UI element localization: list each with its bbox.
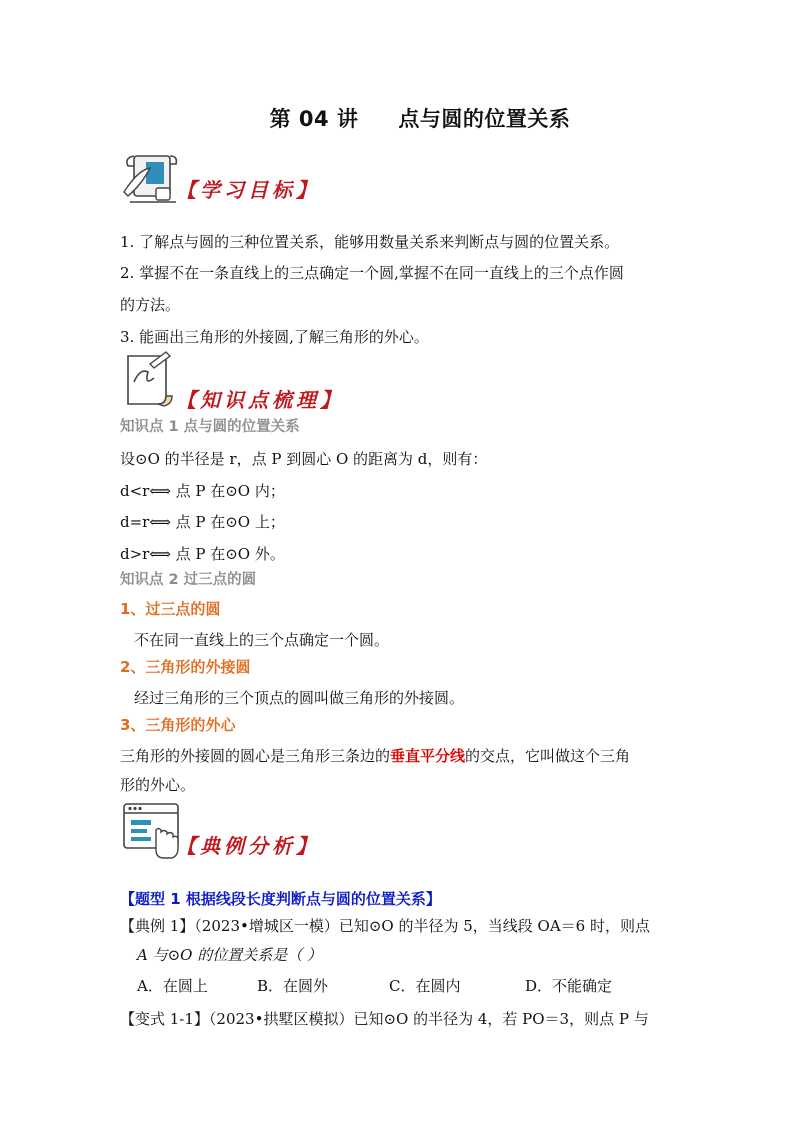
kp1-rule-inside: d<r⟺ 点 P 在⊙O 内； [120,482,285,500]
example-1-options [137,977,707,995]
kp2-section1-title: 1、过三点的圆 [120,600,221,618]
page-title [0,103,800,133]
knowledge-banner [120,350,420,412]
kp1-rule-on: d=r⟺ 点 P 在⊙O 上； [120,513,285,531]
kp1-heading: 知识点 1 点与圆的位置关系 [120,419,300,435]
kp2-section3-title: 3、三角形的外心 [120,716,236,734]
option-d: D．不能确定 [525,977,613,995]
goal-item-3: 3. 能画出三角形的外接圆,了解三角形的外心。 [120,328,429,346]
knowledge-banner-label: 【知识点梳理】 [176,388,344,412]
examples-banner [120,800,420,862]
kp2-section2-text: 经过三角形的三个顶点的圆叫做三角形的外接圆。 [134,689,465,707]
examples-banner-label: 【典例分析】 [176,834,320,858]
goals-banner [120,150,420,212]
kp2-section3-pre: 三角形的外接圆的圆心是三角形三条边的 [120,747,391,765]
scroll-quill-icon [120,150,180,206]
option-b: B．在圆外 [257,977,329,995]
kp2-heading: 知识点 2 过三点的圆 [120,572,257,588]
browser-pointer-icon [120,800,182,862]
option-a: A．在圆上 [137,977,208,995]
kp2-section3-text-cont: 形的外心。 [120,776,196,794]
notepad-pen-icon [120,350,180,408]
goal-item-2: 2. 掌握不在一条直线上的三点确定一个圆,掌握不在同一直线上的三个点作圆 [120,264,624,282]
option-c: C．在圆内 [389,977,461,995]
goal-item-2-cont: 的方法。 [120,296,181,314]
kp1-intro: 设⊙O 的半径是 r，点 P 到圆心 O 的距离为 d，则有： [120,450,488,468]
lecture-topic: 点与圆的位置关系 [398,107,571,131]
kp2-section3-text [120,747,690,765]
problem-type-1-heading: 【题型 1 根据线段长度判断点与圆的位置关系】 [120,890,441,908]
kp2-section1-text: 不在同一直线上的三个点确定一个圆。 [134,631,390,649]
example-1-question: A 与⊙O 的位置关系是（ ） [137,946,323,964]
lecture-number: 第 04 讲 [269,107,359,131]
variant-1-1-stem: 【变式 1-1】（2023•拱墅区模拟）已知⊙O 的半径为 4，若 PO＝3，则点 P 与 [120,1010,649,1028]
kp1-rule-outside: d>r⟺ 点 P 在⊙O 外。 [120,545,285,563]
goals-banner-label: 【学习目标】 [176,178,320,202]
perpendicular-bisector-highlight: 垂直平分线 [390,747,466,765]
kp2-section3-post: 的交点，它叫做这个三角 [465,747,631,765]
example-1-stem: 【典例 1】（2023•增城区一模）已知⊙O 的半径为 5，当线段 OA＝6 时，则点 [120,917,650,935]
kp2-section2-title: 2、三角形的外接圆 [120,658,251,676]
goal-item-1: 1. 了解点与圆的三种位置关系，能够用数量关系来判断点与圆的位置关系。 [120,233,620,251]
